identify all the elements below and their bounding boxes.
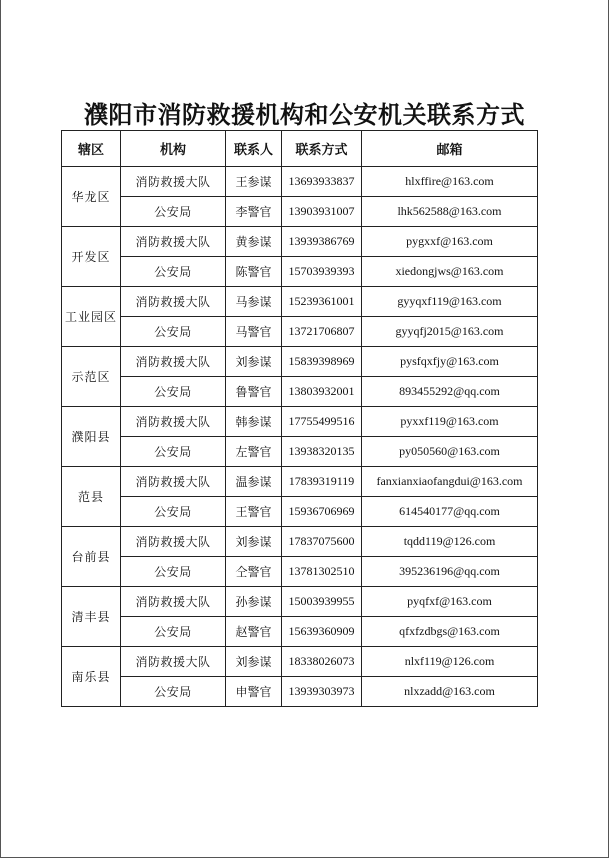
table-row [62, 287, 538, 317]
district-cell: 濮阳县 [62, 407, 121, 467]
table-row [62, 317, 538, 347]
phone-cell: 15003939955 [282, 587, 362, 617]
email-cell: xiedongjws@163.com [362, 257, 538, 287]
table-row [62, 167, 538, 197]
header-district: 辖区 [62, 131, 121, 167]
district-cell: 华龙区 [62, 167, 121, 227]
organization-cell: 消防救援大队 [121, 167, 226, 197]
table-row [62, 197, 538, 227]
contact-person-cell: 黄参谋 [226, 227, 282, 257]
phone-cell: 15639360909 [282, 617, 362, 647]
email-cell: gyyqfj2015@163.com [362, 317, 538, 347]
district-cell: 范县 [62, 467, 121, 527]
organization-cell: 公安局 [121, 557, 226, 587]
table-row [62, 617, 538, 647]
table-row [62, 587, 538, 617]
table-header-row [62, 131, 538, 167]
header-email: 邮箱 [362, 131, 538, 167]
organization-cell: 消防救援大队 [121, 407, 226, 437]
contact-person-cell: 陈警官 [226, 257, 282, 287]
contact-person-cell: 马参谋 [226, 287, 282, 317]
phone-cell: 13693933837 [282, 167, 362, 197]
contact-person-cell: 李警官 [226, 197, 282, 227]
phone-cell: 13939303973 [282, 677, 362, 707]
email-cell: pysfqxfjy@163.com [362, 347, 538, 377]
contact-person-cell: 韩参谋 [226, 407, 282, 437]
email-cell: lhk562588@163.com [362, 197, 538, 227]
table-row [62, 437, 538, 467]
contact-person-cell: 刘参谋 [226, 647, 282, 677]
phone-cell: 13803932001 [282, 377, 362, 407]
organization-cell: 消防救援大队 [121, 227, 226, 257]
organization-cell: 公安局 [121, 257, 226, 287]
table-row [62, 377, 538, 407]
table-row [62, 527, 538, 557]
table-row [62, 257, 538, 287]
email-cell: pyqfxf@163.com [362, 587, 538, 617]
contact-person-cell: 温参谋 [226, 467, 282, 497]
email-cell: pygxxf@163.com [362, 227, 538, 257]
district-cell: 南乐县 [62, 647, 121, 707]
header-contact-person: 联系人 [226, 131, 282, 167]
contact-person-cell: 王警官 [226, 497, 282, 527]
contact-person-cell: 马警官 [226, 317, 282, 347]
organization-cell: 消防救援大队 [121, 467, 226, 497]
district-cell: 清丰县 [62, 587, 121, 647]
email-cell: 893455292@qq.com [362, 377, 538, 407]
organization-cell: 公安局 [121, 497, 226, 527]
phone-cell: 15703939393 [282, 257, 362, 287]
organization-cell: 公安局 [121, 197, 226, 227]
email-cell: pyxxf119@163.com [362, 407, 538, 437]
email-cell: nlxf119@126.com [362, 647, 538, 677]
phone-cell: 13903931007 [282, 197, 362, 227]
organization-cell: 公安局 [121, 377, 226, 407]
email-cell: 395236196@qq.com [362, 557, 538, 587]
phone-cell: 17837075600 [282, 527, 362, 557]
district-cell: 台前县 [62, 527, 121, 587]
table-row [62, 467, 538, 497]
email-cell: qfxfzdbgs@163.com [362, 617, 538, 647]
organization-cell: 消防救援大队 [121, 347, 226, 377]
table-row [62, 227, 538, 257]
district-cell: 示范区 [62, 347, 121, 407]
table-row [62, 407, 538, 437]
contact-person-cell: 申警官 [226, 677, 282, 707]
email-cell: 614540177@qq.com [362, 497, 538, 527]
phone-cell: 17839319119 [282, 467, 362, 497]
district-cell: 工业园区 [62, 287, 121, 347]
table-row [62, 497, 538, 527]
organization-cell: 公安局 [121, 617, 226, 647]
organization-cell: 消防救援大队 [121, 587, 226, 617]
table-row [62, 347, 538, 377]
email-cell: py050560@163.com [362, 437, 538, 467]
email-cell: hlxffire@163.com [362, 167, 538, 197]
organization-cell: 消防救援大队 [121, 287, 226, 317]
table-row [62, 647, 538, 677]
organization-cell: 公安局 [121, 317, 226, 347]
header-organization: 机构 [121, 131, 226, 167]
contacts-table [61, 130, 538, 707]
phone-cell: 15239361001 [282, 287, 362, 317]
email-cell: nlxzadd@163.com [362, 677, 538, 707]
phone-cell: 17755499516 [282, 407, 362, 437]
contact-person-cell: 刘参谋 [226, 347, 282, 377]
document-title: 濮阳市消防救援机构和公安机关联系方式 [84, 100, 525, 129]
contact-person-cell: 仝警官 [226, 557, 282, 587]
organization-cell: 消防救援大队 [121, 647, 226, 677]
district-cell: 开发区 [62, 227, 121, 287]
phone-cell: 13781302510 [282, 557, 362, 587]
email-cell: fanxianxiaofangdui@163.com [362, 467, 538, 497]
email-cell: gyyqxf119@163.com [362, 287, 538, 317]
contact-person-cell: 孙参谋 [226, 587, 282, 617]
contact-person-cell: 刘参谋 [226, 527, 282, 557]
phone-cell: 18338026073 [282, 647, 362, 677]
contact-person-cell: 鲁警官 [226, 377, 282, 407]
table-row [62, 557, 538, 587]
phone-cell: 13938320135 [282, 437, 362, 467]
phone-cell: 15839398969 [282, 347, 362, 377]
organization-cell: 公安局 [121, 677, 226, 707]
phone-cell: 13721706807 [282, 317, 362, 347]
phone-cell: 13939386769 [282, 227, 362, 257]
header-phone: 联系方式 [282, 131, 362, 167]
contact-person-cell: 左警官 [226, 437, 282, 467]
table-row [62, 677, 538, 707]
phone-cell: 15936706969 [282, 497, 362, 527]
email-cell: tqdd119@126.com [362, 527, 538, 557]
contact-person-cell: 赵警官 [226, 617, 282, 647]
organization-cell: 公安局 [121, 437, 226, 467]
contact-person-cell: 王参谋 [226, 167, 282, 197]
organization-cell: 消防救援大队 [121, 527, 226, 557]
